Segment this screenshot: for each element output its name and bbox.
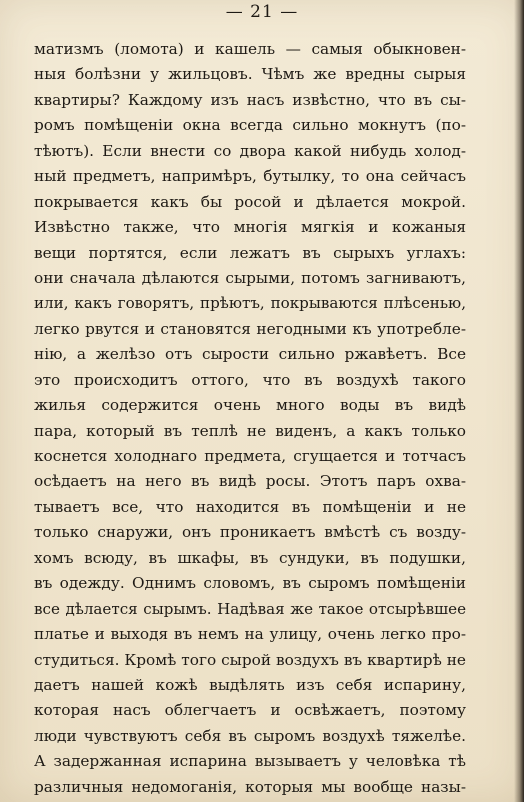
text-line: студиться. Кромѣ того сырой воздухъ въ квартирѣ не <box>34 650 466 669</box>
text-line: все дѣлается сырымъ. Надѣвая же такое отсырѣвшее <box>34 599 466 618</box>
text-line: нію, а желѣзо отъ сырости сильно ржавѣетъ. Все <box>34 345 466 364</box>
text-line: только снаружи, онъ проникаетъ вмѣстѣ съ возду- <box>34 523 466 542</box>
page-edge-shadow <box>514 0 524 802</box>
text-line: платье и выходя въ немъ на улицу, очень легко про- <box>34 625 466 644</box>
text-line: ный предметъ, напримѣръ, бутылку, то она сейчасъ <box>34 167 466 186</box>
body-text <box>34 37 466 800</box>
text-line: различныя недомоганія, которыя мы вообще назы- <box>34 777 466 796</box>
text-line: или, какъ говорятъ, прѣютъ, покрываются плѣсенью, <box>34 294 466 313</box>
text-line: А задержанная испарина вызываетъ у человѣка тѣ <box>34 752 466 771</box>
text-line: матизмъ (ломота) и кашель — самыя обыкновен- <box>34 40 466 58</box>
text-line: жилья содержится очень много воды въ видѣ <box>34 396 466 415</box>
text-line: въ одежду. Однимъ словомъ, въ сыромъ помѣщеніи <box>34 574 466 593</box>
text-line: Извѣстно также, что многія мягкія и кожаныя <box>34 218 466 237</box>
text-line: вещи портятся, если лежатъ въ сырыхъ углахъ: <box>34 243 466 262</box>
text-line: они сначала дѣлаются сырыми, потомъ загниваютъ, <box>34 268 466 287</box>
text-line: квартиры? Каждому изъ насъ извѣстно, что въ сы- <box>34 90 466 109</box>
text-line: покрывается какъ бы росой и дѣлается мокрой. <box>34 192 466 211</box>
text-line: осѣдаетъ на него въ видѣ росы. Этотъ паръ охва- <box>34 472 466 491</box>
text-line: хомъ всюду, въ шкафы, въ сундуки, въ подушки, <box>34 548 466 567</box>
text-line: легко рвутся и становятся негодными къ употребле- <box>34 319 466 338</box>
text-line: ныя болѣзни у жильцовъ. Чѣмъ же вредны сырыя <box>34 65 466 84</box>
text-line: тѣютъ). Если внести со двора какой нибудь холод- <box>34 141 466 160</box>
text-line: это происходитъ оттого, что въ воздухѣ такого <box>34 370 466 389</box>
text-line: люди чувствуютъ себя въ сыромъ воздухѣ тяжелѣе. <box>34 726 466 745</box>
text-line: коснется холоднаго предмета, сгущается и тотчасъ <box>34 447 466 465</box>
text-line: даетъ нашей кожѣ выдѣлять изъ себя испарину, <box>34 675 466 694</box>
text-line: которая насъ облегчаетъ и освѣжаетъ, поэтому <box>34 701 466 720</box>
text-line: тываетъ все, что находится въ помѣщеніи и не <box>34 497 466 516</box>
text-line: пара, который въ теплѣ не виденъ, а какъ только <box>34 421 466 440</box>
page-number: — 21 — <box>225 2 299 22</box>
text-line: ромъ помѣщеніи окна всегда сильно мокнутъ (по- <box>34 116 466 135</box>
